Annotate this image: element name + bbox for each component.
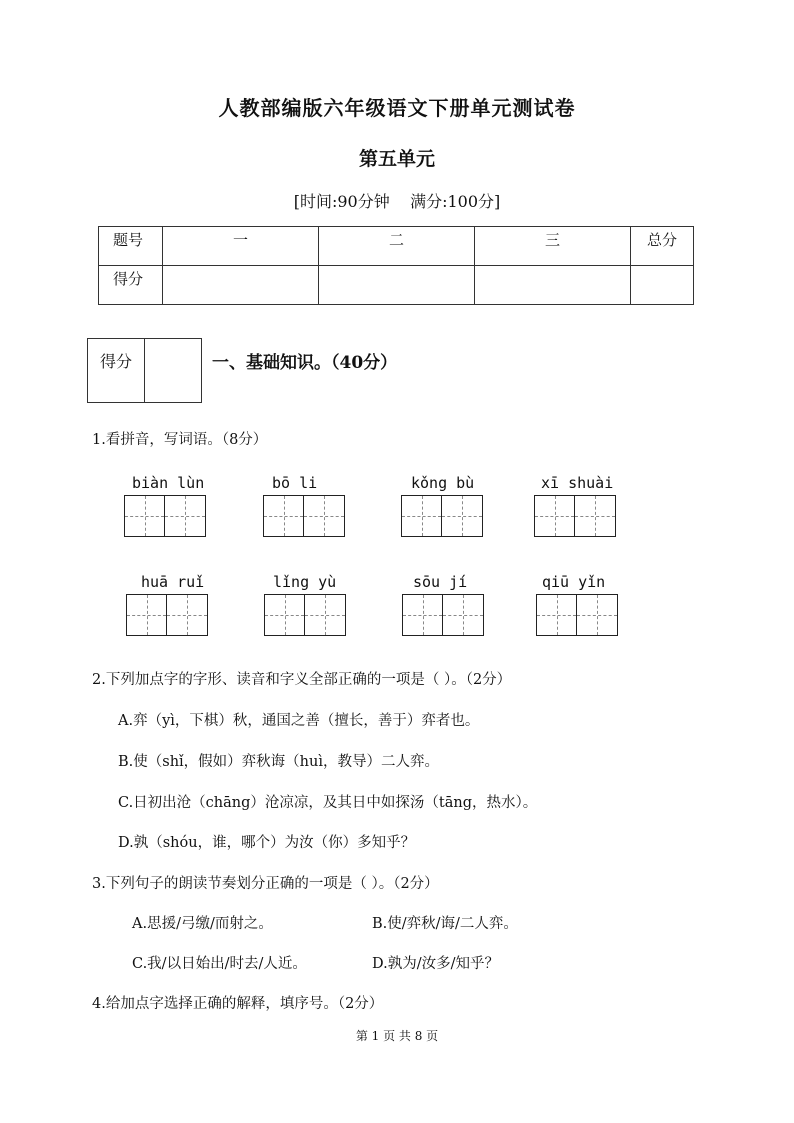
q1-word-4-grid[interactable] <box>534 495 616 537</box>
score-table-col-3: 三 <box>475 227 631 266</box>
q1-word-8-pinyin: qiū yǐn <box>542 573 606 591</box>
q2-option-c: C.日初出沧（chāng）沧凉凉，及其日中如探汤（tāng，热水）。 <box>118 795 538 811</box>
q1-word-4-pinyin: xī shuài <box>541 474 614 492</box>
q2-option-a: A.弈（yì，下棋）秋，通国之善（擅长，善于）弈者也。 <box>118 713 480 729</box>
q1-word-1-grid[interactable] <box>124 495 206 537</box>
score-cell-3[interactable] <box>475 266 631 305</box>
q1-word-2-pinyin: bō li <box>272 474 318 492</box>
score-table <box>98 226 694 305</box>
q3-option-c: C.我/以日始出/时去/人近。 <box>132 956 307 972</box>
section1-score-cell[interactable] <box>145 339 202 403</box>
q1-word-5-pinyin: huā ruǐ <box>141 573 205 591</box>
score-table-col-1: 一 <box>163 227 319 266</box>
q3-prompt: 3.下列句子的朗读节奏划分正确的一项是（ ）。（2分） <box>92 876 439 892</box>
section1-heading: 一、基础知识。（40分） <box>212 353 398 373</box>
q1-word-5-grid[interactable] <box>126 594 208 636</box>
score-table-col-2: 二 <box>319 227 475 266</box>
q1-word-2-grid[interactable] <box>263 495 345 537</box>
q1-word-6-grid[interactable] <box>264 594 346 636</box>
q1-word-7-grid[interactable] <box>402 594 484 636</box>
unit-title: 第五单元 <box>358 148 435 170</box>
score-table-score-label: 得分 <box>99 266 163 305</box>
q3-option-a: A.思援/弓缴/而射之。 <box>132 916 273 932</box>
time-info: [时间:90分钟 满分:100分] <box>293 192 501 211</box>
q1-word-8-grid[interactable] <box>536 594 618 636</box>
q1-word-3-pinyin: kǒng bù <box>411 474 475 492</box>
q3-option-b: B.使/弈秋/诲/二人弈。 <box>372 916 518 932</box>
page-footer: 第 1 页 共 8 页 <box>355 1029 439 1043</box>
q1-word-6-pinyin: lǐng yù <box>273 573 337 591</box>
q3-option-d: D.孰为/汝多/知乎？ <box>372 956 499 972</box>
page-title: 人教部编版六年级语文下册单元测试卷 <box>218 96 576 120</box>
score-table-header-label: 题号 <box>99 227 163 266</box>
score-table-col-total: 总分 <box>631 227 694 266</box>
q2-option-b: B.使（shǐ，假如）弈秋诲（huì，教导）二人弈。 <box>118 754 439 770</box>
q2-prompt: 2.下列加点字的字形、读音和字义全部正确的一项是（ ）。（2分） <box>92 672 512 688</box>
score-cell-1[interactable] <box>163 266 319 305</box>
score-cell-2[interactable] <box>319 266 475 305</box>
q1-word-1-pinyin: biàn lùn <box>132 474 205 492</box>
score-table-score-row <box>99 266 694 305</box>
q2-option-d: D.孰（shóu，谁，哪个）为汝（你）多知乎？ <box>118 835 416 851</box>
q1-word-3-grid[interactable] <box>401 495 483 537</box>
section1-score-box <box>87 338 202 403</box>
score-cell-total[interactable] <box>631 266 694 305</box>
score-table-header-row <box>99 227 694 266</box>
q1-word-7-pinyin: sōu jí <box>413 573 468 591</box>
q1-prompt: 1.看拼音，写词语。（8分） <box>92 432 268 448</box>
section1-score-label: 得分 <box>88 339 145 403</box>
q4-prompt: 4.给加点字选择正确的解释，填序号。（2分） <box>92 996 384 1012</box>
